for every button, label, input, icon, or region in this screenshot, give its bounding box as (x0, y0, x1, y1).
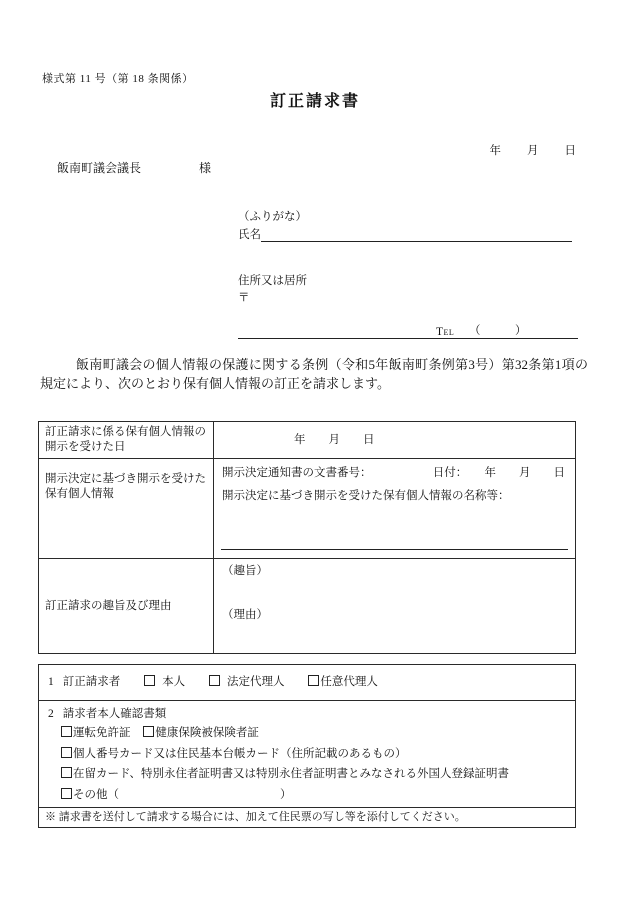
doc-drivers-license (61, 727, 131, 739)
identity-documents-row (39, 701, 576, 808)
address-input-line[interactable] (238, 323, 578, 339)
requester-type-row (39, 665, 576, 701)
option-legal-representative (209, 676, 285, 688)
requester-type-label: 訂正請求者 (62, 676, 121, 688)
note-row (39, 808, 576, 828)
option-self (144, 676, 185, 688)
tel-label: Tel (436, 326, 455, 338)
doc-drivers-license-label: 運転免許証 (73, 727, 131, 739)
doc-other (61, 789, 292, 801)
detail-table (38, 421, 576, 654)
info-name-input-line[interactable] (221, 549, 568, 550)
page-title: 訂正請求書 (269, 93, 360, 110)
purport-reason-cell[interactable] (214, 559, 576, 654)
purport-label: （趣旨） (222, 565, 268, 577)
disclosed-info-cell (214, 459, 576, 559)
checkbox-icon[interactable] (61, 767, 72, 778)
body-paragraph: 飯南町議会の個人情報の保護に関する条例（令和5年飯南町条例第3号）第32条第1項の規定により、次のとおり保有個人情報の訂正を請求します。 (40, 357, 588, 391)
mailing-note: ※ 請求書を送付して請求する場合には、加えて住民票の写し等を添付してください。 (39, 808, 576, 828)
detail-row-disclosed-info (39, 459, 576, 559)
doc-health-insurance-label: 健康保険被保険者証 (155, 727, 259, 739)
checkbox-icon[interactable] (308, 675, 319, 686)
doc-number-line (222, 466, 567, 481)
info-name-label: 開示決定に基づき開示を受けた保有個人情報の名称等： (222, 490, 510, 502)
date-blank-line: 年 月 日 (489, 145, 577, 157)
checkbox-icon[interactable] (61, 747, 72, 758)
item-number: 2 (48, 708, 54, 720)
disclosure-date-label: 訂正請求に係る保有個人情報の開示を受けた日 (39, 422, 214, 459)
checkbox-icon[interactable] (143, 726, 154, 737)
checkbox-icon[interactable] (61, 726, 72, 737)
address-label: 住所又は居所 (238, 275, 307, 287)
name-input-line[interactable] (261, 226, 572, 242)
identity-documents-heading (48, 705, 566, 723)
requester-table (38, 664, 576, 828)
doc-residence-card (61, 768, 509, 780)
option-self-label: 本人 (162, 676, 186, 688)
detail-row-purport-reason (39, 559, 576, 654)
postal-mark-icon: 〒 (238, 292, 250, 304)
requester-type-cell (39, 665, 576, 701)
doc-number-label: 開示決定通知書の文書番号： (222, 467, 372, 479)
reason-label: （理由） (222, 609, 268, 621)
tel-input-parens: （ ） (469, 325, 527, 337)
item-number: 1 (48, 676, 54, 688)
option-voluntary-representative (308, 676, 378, 688)
name-label: 氏名 (238, 229, 261, 241)
document-option-line (48, 764, 566, 785)
disclosure-date-value[interactable]: 年 月 日 (214, 422, 576, 459)
checkbox-icon[interactable] (209, 675, 220, 686)
checkbox-icon[interactable] (144, 675, 155, 686)
doc-residence-card-label: 在留カード、特別永住者証明書又は特別永住者証明書とみなされる外国人登録証明書 (73, 768, 509, 780)
addressee-honorific: 様 (199, 161, 212, 175)
document-option-line (48, 723, 566, 744)
document-option-line (48, 744, 566, 765)
option-voluntary-representative-label: 任意代理人 (320, 676, 378, 688)
furigana-label: （ふりがな） (238, 211, 307, 223)
identity-documents-label: 請求者本人確認書類 (62, 708, 167, 720)
form-number: 様式第 11 号（第 18 条関係） (42, 73, 194, 85)
disclosed-info-label: 開示決定に基づき開示を受けた保有個人情報 (39, 459, 214, 559)
doc-mynumber-card (61, 748, 407, 760)
doc-mynumber-card-label: 個人番号カード又は住民基本台帳カード（住所記載のあるもの） (73, 747, 407, 760)
document-option-line (48, 785, 566, 806)
addressee (57, 159, 211, 176)
doc-health-insurance (143, 727, 259, 739)
detail-row-disclosure-date (39, 422, 576, 459)
identity-documents-cell (39, 701, 576, 808)
option-legal-representative-label: 法定代理人 (227, 676, 285, 688)
doc-other-label: その他（ ） (73, 788, 292, 801)
purport-reason-label: 訂正請求の趣旨及び理由 (39, 559, 214, 654)
addressee-name: 飯南町議会議長 (57, 161, 142, 175)
doc-date-label: 日付： 年 月 日 (432, 467, 565, 479)
checkbox-icon[interactable] (61, 788, 72, 799)
name-row (238, 226, 572, 242)
